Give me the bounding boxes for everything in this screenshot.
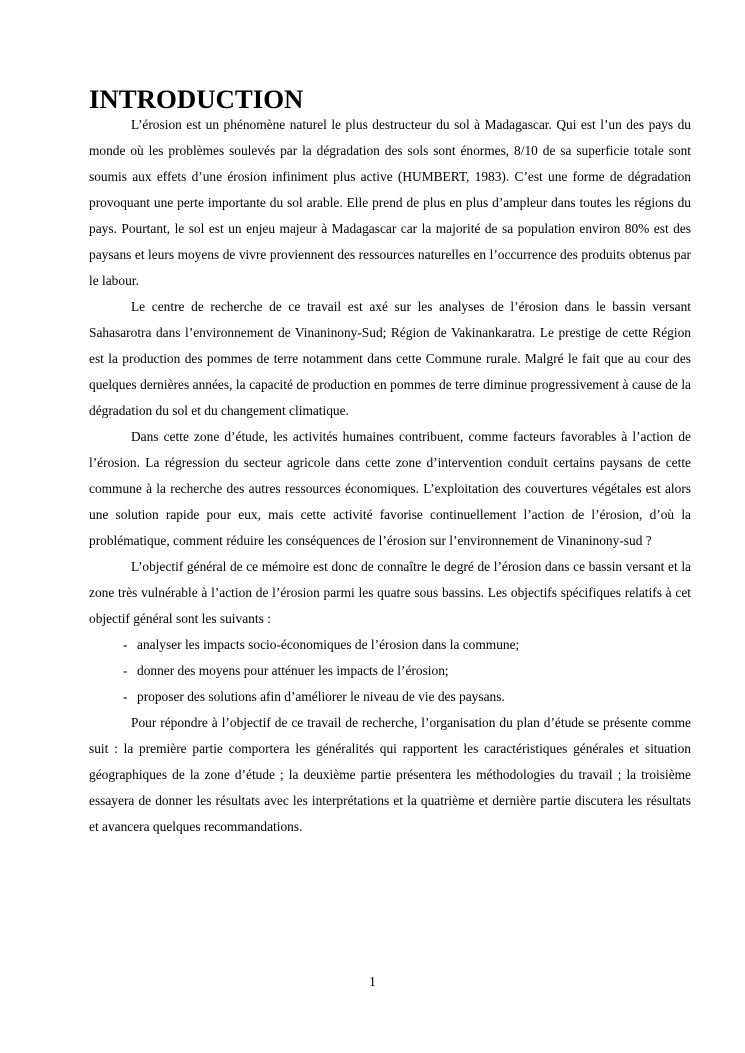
list-dash: -: [123, 663, 128, 678]
objective-text: proposer des solutions afin d’améliorer le niveau de vie des paysans.: [137, 689, 505, 704]
list-item: [123, 632, 691, 658]
list-item: [123, 684, 691, 710]
list-dash: -: [123, 637, 128, 652]
paragraph-problem-statement: Dans cette zone d’étude, les activités humaines contribuent, comme facteurs favorables à l’action de l’érosion. La régression du secteur agricole dans cette zone d’intervention conduit certains paysans de cette commune à la recherche des autres ressources économiques. L’exploitation des couvertures végétales est alors une solution rapide pour eux, mais cette activité favorise continuellement l’action de l’érosion, d’où la problématique, comment réduire les conséquences de l’érosion sur l’environnement de Vinaninony-sud ?: [89, 429, 691, 548]
list-dash: -: [123, 689, 128, 704]
objective-text: donner des moyens pour atténuer les impacts de l’érosion;: [137, 663, 449, 678]
paragraph-objectives-intro: L’objectif général de ce mémoire est donc de connaître le degré de l’érosion dans ce bassin versant et la zone très vulnérable à l’action de l’érosion parmi les quatre sous bassins. Les objectifs spécifiques relatifs à cet objectif général sont les suivants :: [89, 559, 691, 626]
paragraph-erosion-context: L’érosion est un phénomène naturel le plus destructeur du sol à Madagascar. Qui est l’un des pays du monde où les problèmes soulevés par la dégradation des sols sont énormes, 8/10 de sa superficie totale sont soumis aux effets d’une érosion infiniment plus active (HUMBERT, 1983). C’est une forme de dégradation provoquant une perte importante du sol arable. Elle prend de plus en plus d’ampleur dans toutes les régions du pays. Pourtant, le sol est un enjeu majeur à Madagascar car la majorité de sa population environ 80% est des paysans et leurs moyens de vivre proviennent des ressources naturelles en l’occurrence des produits obtenus par le labour.: [89, 117, 691, 288]
objective-text: analyser les impacts socio-économiques de l’érosion dans la commune;: [137, 637, 520, 652]
page-number: 1: [369, 974, 376, 989]
objectives-list: [89, 632, 691, 710]
paragraph-research-focus: Le centre de recherche de ce travail est axé sur les analyses de l’érosion dans le bassin versant Sahasarotra dans l’environnement de Vinaninony-Sud; Région de Vakinankaratra. Le prestige de cette Région est la production des pommes de terre notamment dans cette Commune rurale. Malgré le fait que au cour des quelques dernières années, la capacité de production en pommes de terre diminue progressivement à cause de la dégradation du sol et du changement climatique.: [89, 299, 691, 418]
section-heading: INTRODUCTION: [89, 84, 304, 114]
paragraph-study-plan: Pour répondre à l’objectif de ce travail de recherche, l’organisation du plan d’étude se présente comme suit : la première partie comportera les généralités qui rapportent les caractéristiques générales et situation géographiques de la zone d’étude ; la deuxième partie présentera les méthodologies du travail ; la troisième essayera de donner les résultats avec les interprétations et la quatrième et dernière partie discutera les résultats et avancera quelques recommandations.: [89, 715, 691, 834]
page-content: [89, 86, 691, 840]
list-item: [123, 658, 691, 684]
